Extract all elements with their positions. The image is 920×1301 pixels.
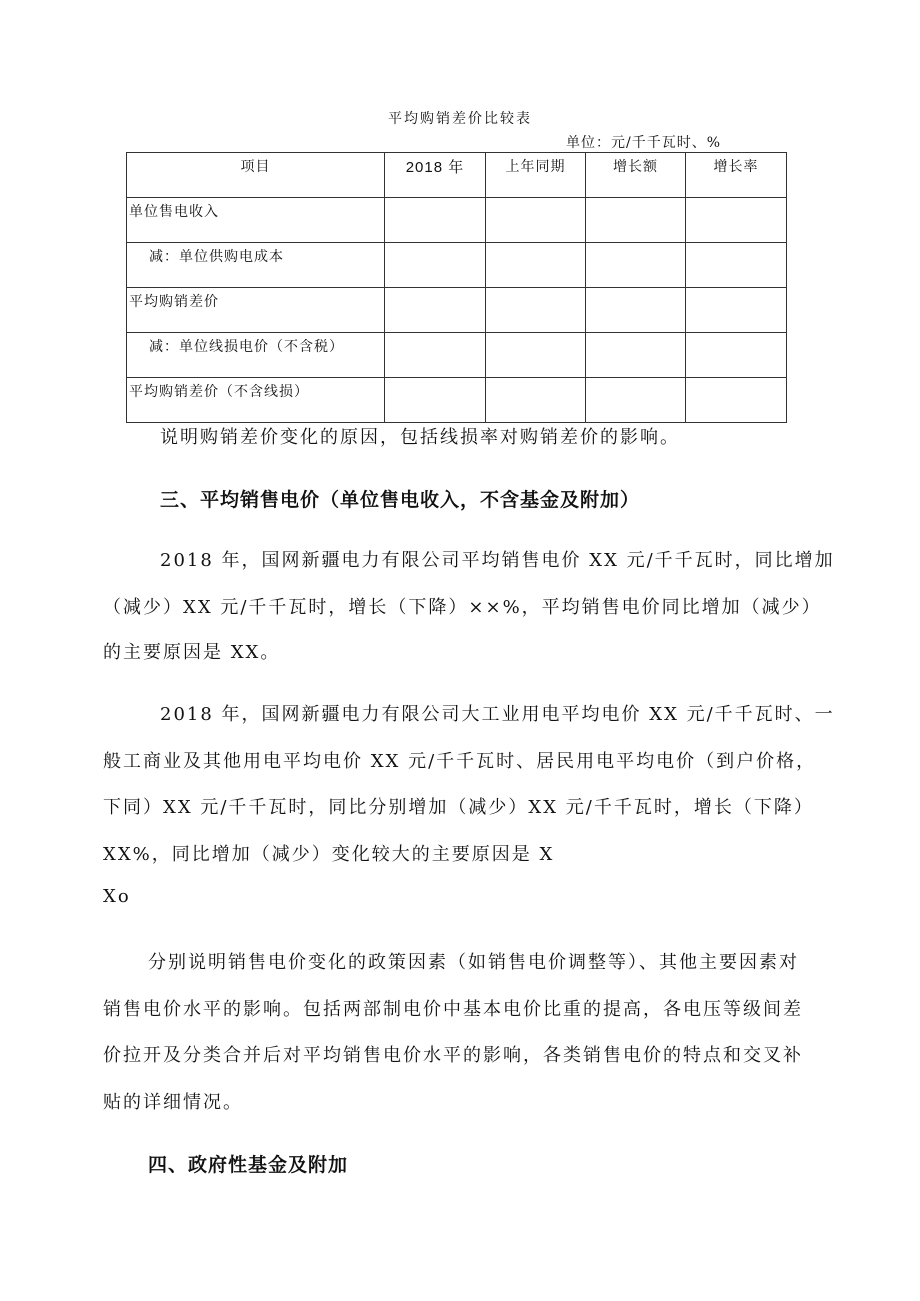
text-line: Xo xyxy=(103,886,131,907)
table-cell xyxy=(385,288,486,333)
section-3-heading: 三、平均销售电价（单位售电收入，不含基金及附加） xyxy=(160,490,641,511)
table-cell xyxy=(486,198,586,243)
table-cell xyxy=(586,243,686,288)
text-line: 般工商业及其他用电平均电价 XX 元/千千瓦时、居民用电平均电价（到户价格， xyxy=(103,751,817,772)
table-cell xyxy=(486,243,586,288)
table-cell xyxy=(586,333,686,378)
table-cell xyxy=(586,378,686,423)
price-difference-table xyxy=(126,152,787,423)
header-increase-amount: 增长额 xyxy=(586,153,686,198)
table-cell xyxy=(385,333,486,378)
table-note: 说明购销差价变化的原因，包括线损率对购销差价的影响。 xyxy=(160,427,680,448)
text-line: 价拉开及分类合并后对平均销售电价水平的影响，各类销售电价的特点和交叉补 xyxy=(103,1045,803,1066)
table-cell xyxy=(686,333,787,378)
table-header-row xyxy=(127,153,787,198)
table-cell xyxy=(486,378,586,423)
row-label: 减：单位供购电成本 xyxy=(127,243,385,288)
table-cell xyxy=(686,243,787,288)
table-unit: 单位：元/千千瓦时、% xyxy=(566,135,722,151)
text-line: XX%，同比增加（减少）变化较大的主要原因是 X xyxy=(103,844,555,865)
header-last-year: 上年同期 xyxy=(486,153,586,198)
row-label: 减：单位线损电价（不含税） xyxy=(127,333,385,378)
header-growth-rate: 增长率 xyxy=(686,153,787,198)
table-row xyxy=(127,378,787,423)
table-cell xyxy=(586,288,686,333)
table-row xyxy=(127,333,787,378)
header-2018: 2018 年 xyxy=(385,153,486,198)
table-caption: 平均购销差价比较表 xyxy=(388,111,532,127)
text-line: （减少）XX 元/千千瓦时，增长（下降）××%，平均销售电价同比增加（减少） xyxy=(103,597,822,618)
text-line: 2018 年，国网新疆电力有限公司平均销售电价 XX 元/千千瓦时，同比增加 xyxy=(160,550,835,571)
text-line: 贴的详细情况。 xyxy=(103,1092,243,1113)
table-cell xyxy=(686,288,787,333)
table-cell xyxy=(486,333,586,378)
table-cell xyxy=(385,378,486,423)
row-label: 平均购销差价（不含线损） xyxy=(127,378,385,423)
table-cell xyxy=(686,378,787,423)
table-cell xyxy=(385,198,486,243)
table-row xyxy=(127,243,787,288)
text-line: 下同）XX 元/千千瓦时，同比分别增加（减少）XX 元/千千瓦时，增长（下降） xyxy=(103,797,814,818)
text-line: 分别说明销售电价变化的政策因素（如销售电价调整等）、其他主要因素对 xyxy=(148,952,799,973)
table-cell xyxy=(486,288,586,333)
header-item: 项目 xyxy=(127,153,385,198)
table-cell xyxy=(686,198,787,243)
section-4-heading: 四、政府性基金及附加 xyxy=(148,1155,349,1176)
table-row xyxy=(127,288,787,333)
row-label: 平均购销差价 xyxy=(127,288,385,333)
table-cell xyxy=(385,243,486,288)
text-line: 2018 年，国网新疆电力有限公司大工业用电平均电价 XX 元/千千瓦时、一 xyxy=(160,704,835,725)
text-line: 销售电价水平的影响。包括两部制电价中基本电价比重的提高，各电压等级间差 xyxy=(103,999,803,1020)
table-row xyxy=(127,198,787,243)
row-label: 单位售电收入 xyxy=(127,198,385,243)
table-cell xyxy=(586,198,686,243)
text-line: 的主要原因是 XX。 xyxy=(103,642,281,663)
